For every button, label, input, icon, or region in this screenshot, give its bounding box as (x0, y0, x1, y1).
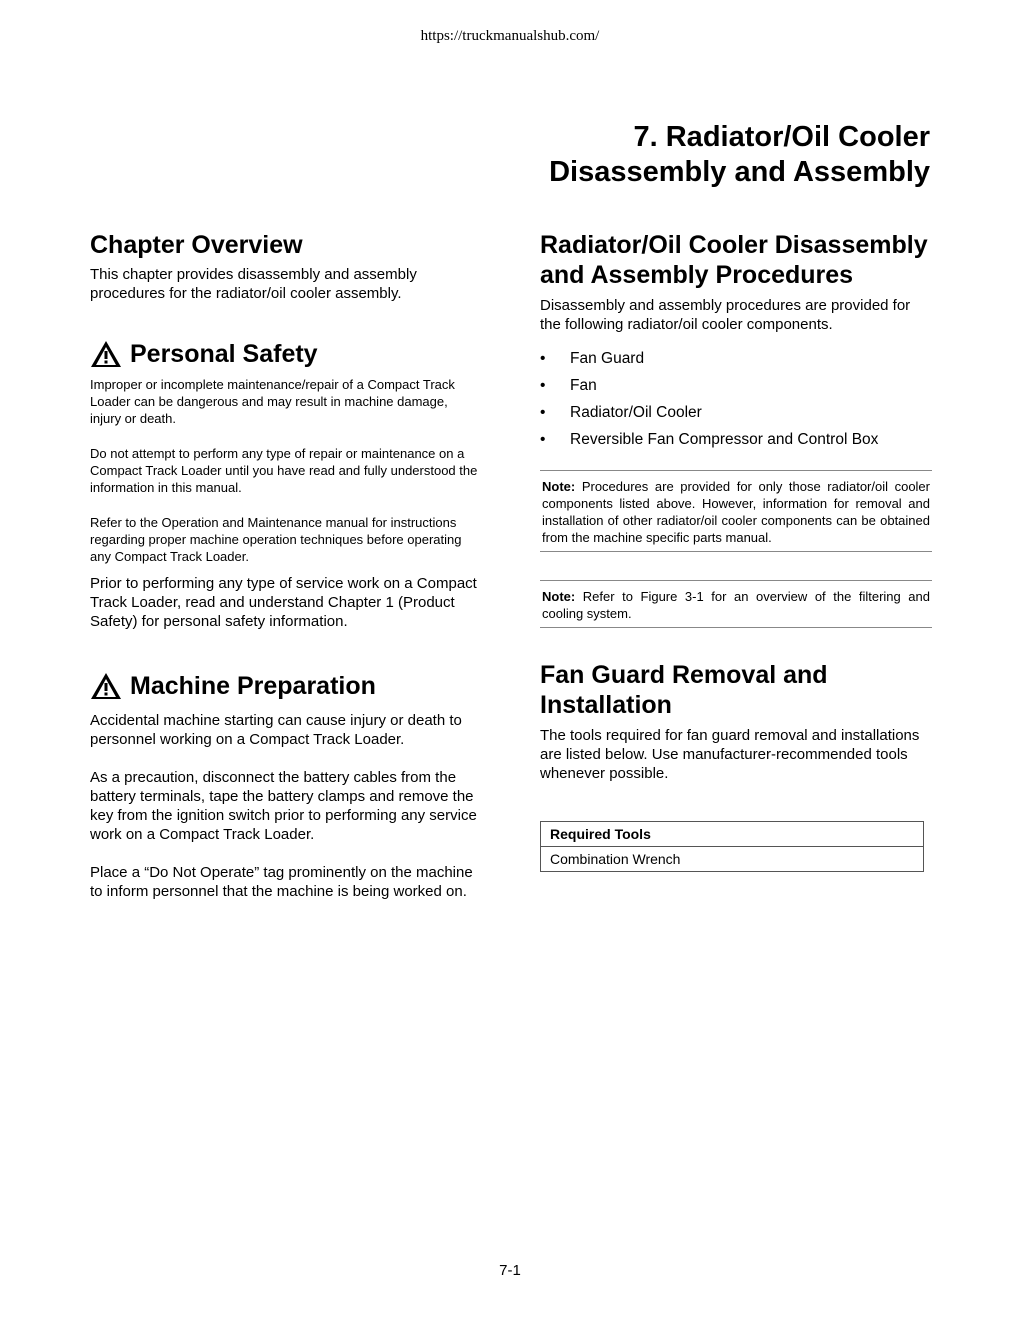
note-label: Note: (542, 589, 576, 604)
table-header-cell: Required Tools (541, 822, 924, 847)
personal-safety-heading: Personal Safety (130, 340, 318, 368)
note-box (540, 470, 932, 552)
safety-paragraph-1: Improper or incomplete maintenance/repair of a Compact Track Loader can be dangerous and may result in machine damage, injury or death. (90, 377, 455, 426)
warning-icon (90, 340, 122, 368)
chapter-title (549, 120, 930, 190)
list-item: • Fan Guard (540, 349, 932, 368)
personal-safety-heading-row (90, 339, 480, 369)
note-text: Refer to Figure 3-1 for an overview of the filtering and cooling system. (542, 589, 930, 621)
chapter-overview-text: This chapter provides disassembly and assembly procedures for the radiator/oil cooler assembly. (90, 266, 417, 302)
list-item: • Radiator/Oil Cooler (540, 403, 932, 422)
safety-paragraph-2: Do not attempt to perform any type of repair or maintenance on a Compact Track Loader until you have read and fully understood the information in this manual. (90, 446, 478, 495)
right-column (540, 230, 932, 872)
fan-guard-text: The tools required for fan guard removal and installations are listed below. Use manufacturer-recommended tools whenever possible. (540, 727, 920, 782)
table-cell: Combination Wrench (541, 847, 924, 872)
chapter-title-line1: 7. Radiator/Oil Cooler (633, 121, 930, 153)
prep-paragraph-3: Place a “Do Not Operate” tag prominently on the machine to inform personnel that the machine is being worked on. (90, 864, 473, 900)
list-item: • Fan (540, 376, 932, 395)
source-url: https://truckmanualshub.com/ (420, 28, 600, 44)
warning-icon (90, 672, 122, 700)
component-list (540, 349, 932, 449)
prep-paragraph-2: As a precaution, disconnect the battery cables from the battery terminals, tape the battery clamps and remove the key from the ignition switch prior to performing any service work on a Compact Track Loader. (90, 769, 477, 843)
list-item: • Reversible Fan Compressor and Control Box (540, 430, 932, 449)
machine-preparation-heading: Machine Preparation (130, 672, 376, 700)
prep-paragraph-1: Accidental machine starting can cause injury or death to personnel working on a Compact Track Loader. (90, 712, 462, 748)
note-text: Procedures are provided for only those radiator/oil cooler components listed above. However, information for removal and installation of other radiator/oil cooler components can be obtained from the machine specific parts manual. (542, 479, 930, 545)
chapter-title-line2: Disassembly and Assembly (549, 156, 930, 188)
procedures-text: Disassembly and assembly procedures are provided for the following radiator/oil cooler components. (540, 297, 911, 333)
safety-paragraph-4: Prior to performing any type of service work on a Compact Track Loader, read and understand Chapter 1 (Product Safety) for personal safety information. (90, 575, 477, 630)
fan-guard-heading: Fan Guard Removal and Installation (540, 661, 828, 719)
table-row (541, 822, 924, 847)
note-label: Note: (542, 479, 576, 494)
machine-preparation-heading-row (90, 671, 480, 701)
safety-paragraph-3: Refer to the Operation and Maintenance manual for instructions regarding proper machine operation techniques before operating any Compact Track Loader. (90, 515, 462, 564)
left-column (90, 230, 480, 901)
procedures-heading: Radiator/Oil Cooler Disassembly and Assembly Procedures (540, 231, 928, 289)
page-number: 7-1 (499, 1262, 521, 1279)
required-tools-table (540, 821, 924, 872)
table-row (541, 847, 924, 872)
chapter-overview-heading: Chapter Overview (90, 231, 303, 259)
note-box (540, 580, 932, 628)
